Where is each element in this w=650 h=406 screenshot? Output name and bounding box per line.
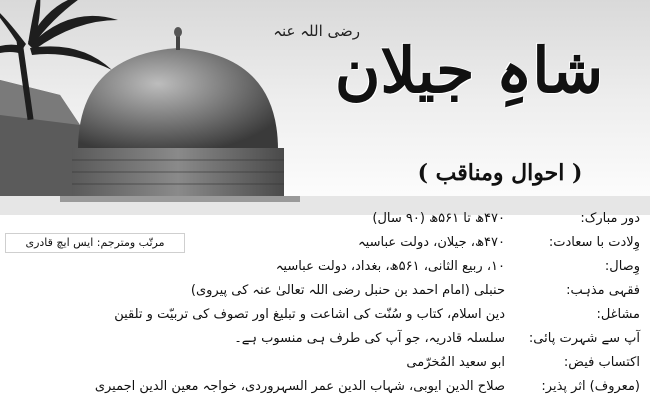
row-value: ۴۷۰ھ تا ۵۶۱ھ (۹۰ سال) (372, 211, 505, 226)
row-value: حنبلی (امام احمد بن حنبل رضی اللہ تعالیٰ عنہ کی پیروی) (190, 283, 505, 298)
info-row (0, 352, 650, 376)
row-label: اکتساب فیض: (563, 355, 640, 370)
credit-box: مرتّب ومترجم: ایس ایچ قادری (5, 233, 185, 253)
row-label: دور مبارک: (580, 211, 640, 226)
row-label: آپ سے شہرت پائی: (528, 331, 640, 346)
info-row (0, 304, 650, 328)
info-row (0, 328, 650, 352)
row-label: وِلادت با سعادت: (548, 235, 640, 250)
row-value: صلاح الدین ایوبی، شہاب الدین عمر السہروردی، خواجہ معین الدین اجمیری (94, 379, 505, 394)
page-subtitle: ( احوال ومناقب ) (417, 160, 583, 186)
row-label: وِصال: (604, 259, 640, 274)
info-row (0, 280, 650, 304)
row-value: دین اسلام، کتاب و سُنّت کی اشاعت و تبلیغ اور تصوف کی تربیّت و تلقین (114, 307, 505, 322)
row-value: سلسلہ قادریہ، جو آپ کی طرف ہی منسوب ہے۔ (234, 331, 505, 346)
row-value: ۴۷۰ھ، جیلان، دولت عباسیہ (358, 235, 505, 250)
row-value: ابو سعید المُخرّمی (406, 355, 505, 370)
info-row (0, 376, 650, 400)
row-label: فقہی مذہب: (566, 283, 640, 298)
row-label: (معروف) اثر پذیر: (541, 379, 640, 394)
row-value: ۱۰، ربیع الثانی، ۵۶۱ھ، بغداد، دولت عباسیہ (275, 259, 505, 274)
honorific-text: رضی اللہ عنہ (273, 22, 360, 40)
page-title: شاہِ جیلان (334, 34, 604, 107)
info-row (0, 256, 650, 280)
row-label: مشاغل: (596, 307, 640, 322)
info-row (0, 208, 650, 232)
